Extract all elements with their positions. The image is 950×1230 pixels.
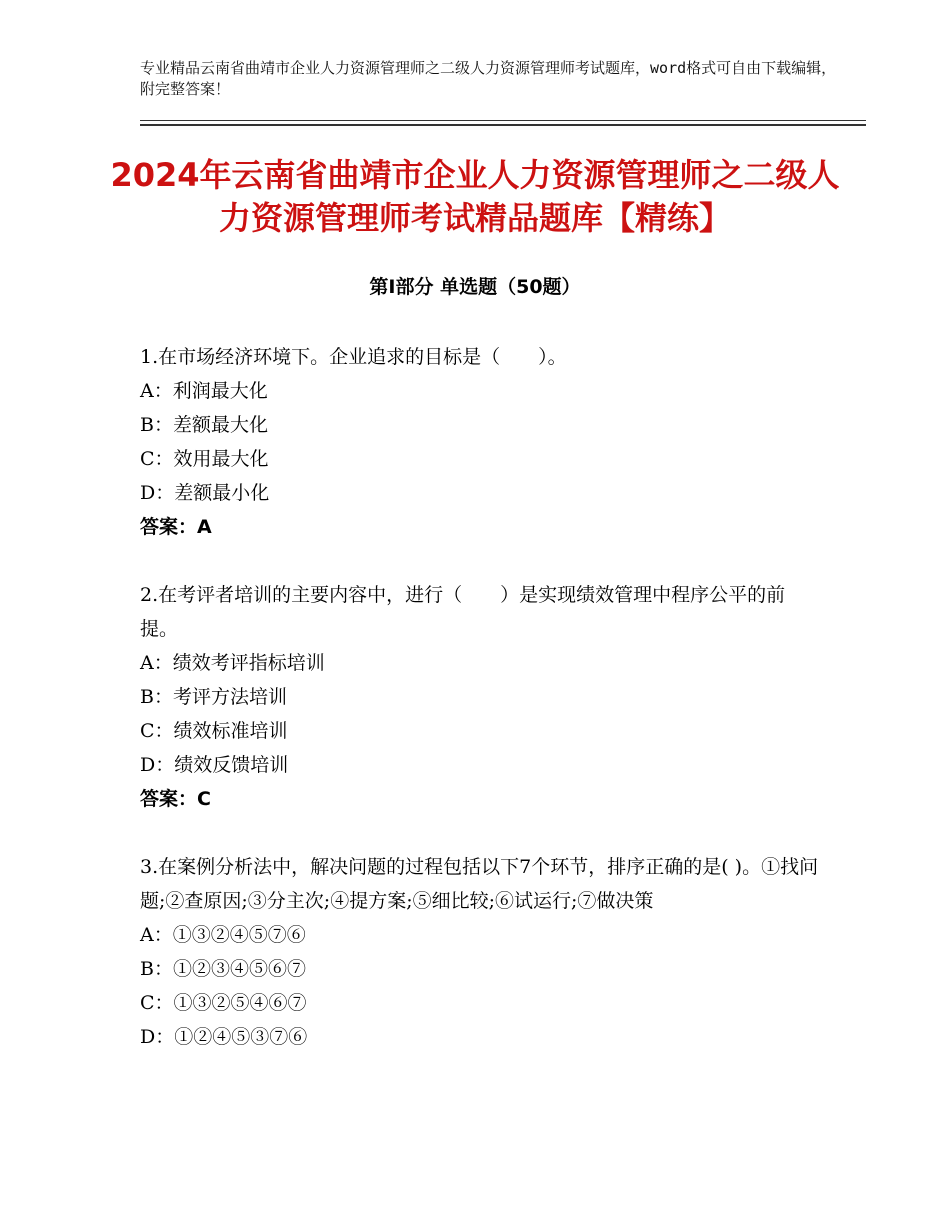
option-d: D：①②④⑤③⑦⑥ [140, 1026, 308, 1048]
question-stem: 2.在考评者培训的主要内容中，进行（ ）是实现绩效管理中程序公平的前提。 [140, 584, 786, 640]
option-d: D：差额最小化 [140, 482, 270, 504]
option-a: A：利润最大化 [140, 380, 268, 402]
section-heading: 第Ⅰ部分 单选题（50题） [369, 276, 581, 298]
question-list [140, 340, 820, 1088]
answer-line: 答案：A [140, 516, 212, 538]
option-d: D：绩效反馈培训 [140, 754, 289, 776]
option-c: C：①③②⑤④⑥⑦ [140, 992, 307, 1014]
answer-line: 答案：C [140, 788, 211, 810]
header-note: 专业精品云南省曲靖市企业人力资源管理师之二级人力资源管理师考试题库，word格式可自由下载编辑，附完整答案！ [140, 59, 837, 98]
option-b: B：差额最大化 [140, 414, 268, 436]
option-c: C：绩效标准培训 [140, 720, 288, 742]
option-b: B：考评方法培训 [140, 686, 287, 708]
document-title: 2024年云南省曲靖市企业人力资源管理师之二级人力资源管理师考试精品题库【精练】 [110, 156, 840, 237]
option-a: A：①③②④⑤⑦⑥ [140, 924, 306, 946]
question-stem: 3.在案例分析法中，解决问题的过程包括以下7个环节，排序正确的是( )。①找问题;②查原因;③分主次;④提方案;⑤细比较;⑥试运行;⑦做决策 [140, 856, 819, 912]
question-stem: 1.在市场经济环境下。企业追求的目标是（ ）。 [140, 346, 567, 368]
header-rule-thick [140, 124, 866, 126]
option-a: A：绩效考评指标培训 [140, 652, 325, 674]
question-3 [140, 850, 820, 1054]
option-b: B：①②③④⑤⑥⑦ [140, 958, 306, 980]
header-rule-thin [140, 120, 866, 121]
option-c: C：效用最大化 [140, 448, 269, 470]
question-2 [140, 578, 820, 816]
question-1 [140, 340, 820, 544]
